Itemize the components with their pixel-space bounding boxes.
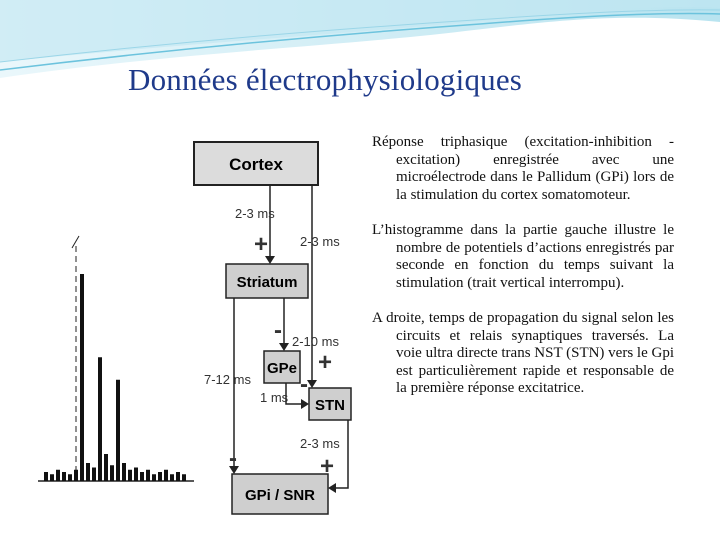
- sign-cortex-striatum: +: [254, 231, 269, 258]
- delay-stn-gpi: 2-3 ms: [300, 436, 340, 451]
- sign-striatum-gpi: -: [229, 445, 237, 472]
- histogram-bar: [62, 472, 66, 481]
- histogram-bar: [74, 470, 78, 481]
- histogram-bar: [86, 463, 90, 481]
- histogram-bar: [146, 470, 150, 481]
- histogram-bar: [110, 465, 114, 481]
- histogram-bar: [56, 470, 60, 481]
- sign-cortex-stn: +: [318, 349, 333, 376]
- description-text: [372, 134, 674, 416]
- histogram-bar: [176, 472, 180, 481]
- gpi-snr-label: GPi / SNR: [244, 487, 316, 504]
- histogram-bar: [170, 474, 174, 481]
- histogram-bar: [80, 274, 84, 481]
- histogram-bar: [134, 468, 138, 482]
- delay-gpe-stn: 1 ms: [260, 390, 289, 405]
- histogram-bar: [68, 474, 72, 481]
- histogram-bar: [158, 472, 162, 481]
- histogram-bar: [98, 357, 102, 481]
- histogram-bar: [140, 472, 144, 481]
- sign-stn-gpi: +: [320, 453, 335, 480]
- sign-striatum-gpe: -: [274, 317, 282, 344]
- histogram-bar: [182, 474, 186, 481]
- histogram-bar: [164, 470, 168, 481]
- histogram-bar: [116, 380, 120, 481]
- delay-cortex-stn: 2-3 ms: [300, 234, 340, 249]
- histogram-bar: [104, 454, 108, 481]
- histogram-bar: [50, 474, 54, 481]
- histogram-bar: [92, 468, 96, 482]
- sign-gpe-stn: -: [300, 371, 308, 398]
- striatum-label: Striatum: [236, 274, 298, 291]
- histogram-bar: [128, 470, 132, 481]
- page-title: Données électrophysiologiques: [128, 62, 523, 97]
- paragraph-3: A droite, temps de propagation du signal selon les circuits et relais synaptiques traversés. La voie ultra directe trans NST (STN) vers le Gpi est particulièrement rapide et responsable de la première réponse excitatrice.: [372, 310, 674, 396]
- cortex-label: Cortex: [229, 155, 283, 174]
- histogram-bar: [122, 463, 126, 481]
- delay-striatum-gpi: 7-12 ms: [204, 372, 251, 387]
- histogram-bar: [44, 472, 48, 481]
- electrophysiology-figure: [36, 126, 352, 524]
- delay-cortex-striatum: 2-3 ms: [235, 206, 275, 221]
- paragraph-2: L’histogramme dans la partie gauche illustre le nombre de potentiels d’actions enregistrés par seconde en fonction du temps suivant la stimulation (trait vertical interrompu).: [372, 222, 674, 291]
- gpe-label: GPe: [266, 360, 298, 377]
- histogram-bar: [152, 474, 156, 481]
- stn-label: STN: [315, 397, 345, 414]
- delay-striatum-gpe: 2-10 ms: [292, 334, 339, 349]
- paragraph-1: Réponse triphasique (excitation-inhibition -excitation) enregistrée avec une microélectrode dans le Pallidum (GPi) lors de la stimulation du cortex somatomoteur.: [372, 134, 674, 203]
